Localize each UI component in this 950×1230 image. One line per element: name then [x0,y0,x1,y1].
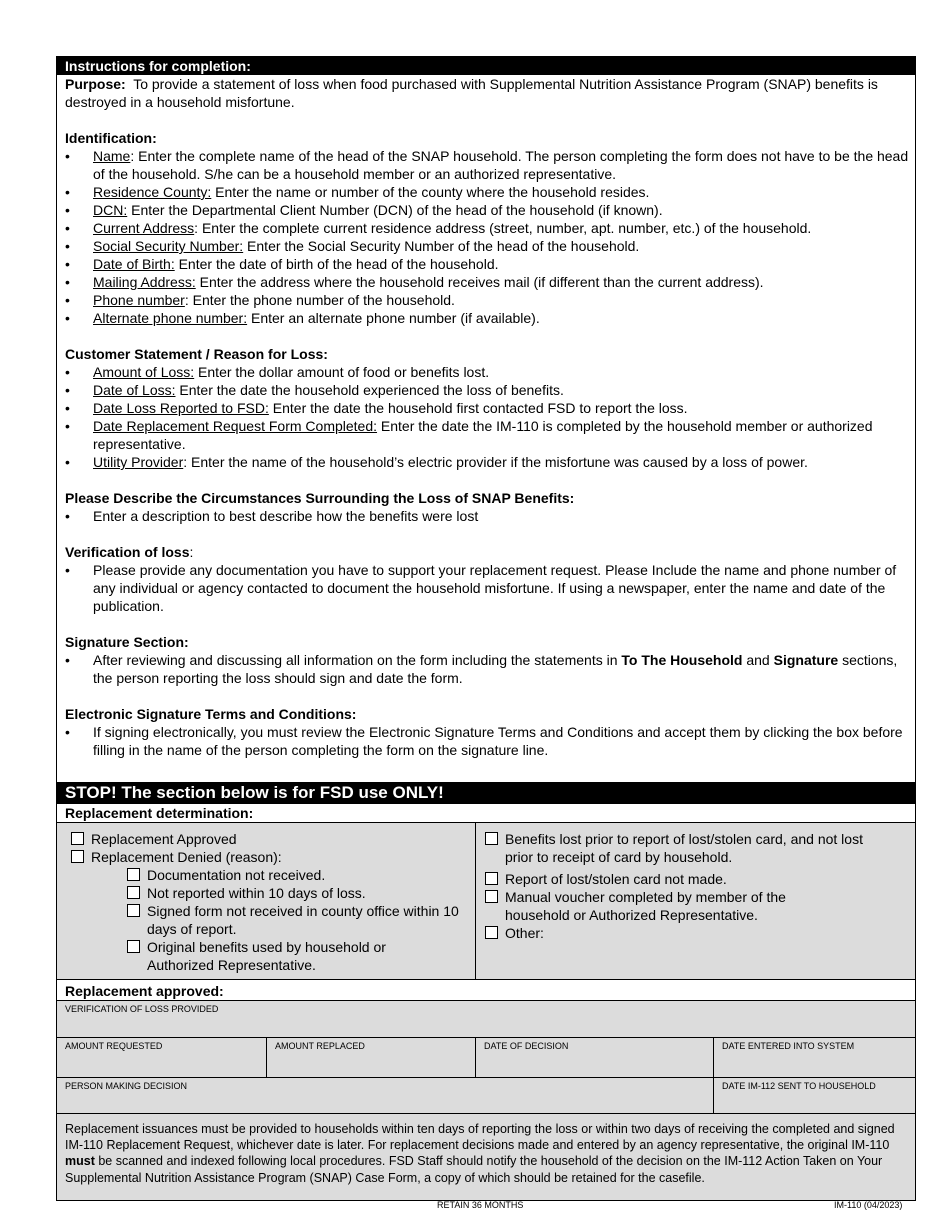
list-item [65,651,915,687]
bullet: • [65,508,70,524]
checkbox-label: Manual voucher completed by member of the household or Authorized Representative. [505,889,786,923]
field-amount-requested[interactable] [57,1038,266,1078]
item-text: Enter an alternate phone number (if available). [247,310,540,326]
item-text: Enter the date the IM-110 is completed by the household member or authorized representative. [93,418,873,452]
field-person-making-decision[interactable] [57,1078,713,1113]
checkbox-original-benefits-used[interactable] [127,938,427,974]
bullet: • [65,310,70,326]
item-sep: : [130,148,135,164]
item-label: Utility Provider [93,454,184,470]
bullet: • [65,724,70,740]
checkbox-box[interactable] [485,890,498,903]
identification-list [65,147,915,327]
row-decision [57,1077,915,1113]
checkbox-box[interactable] [71,832,84,845]
field-label: DATE OF DECISION [484,1041,569,1051]
field-date-im112-sent[interactable] [713,1078,915,1113]
bullet: • [65,274,70,290]
item-text: Enter the name of the household’s electric provider if the misfortune was caused by a loss of power. [187,454,808,470]
checkbox-box[interactable] [127,940,140,953]
bullet: • [65,220,70,236]
bullet: • [65,418,70,434]
item-text: Enter the phone number of the household. [188,292,455,308]
retain-note: RETAIN 36 MONTHS [437,1200,524,1210]
instructions-header: Instructions for completion: [57,57,915,75]
item-label: Current Address [93,220,195,236]
im110-form [56,56,916,1201]
item-text: Enter the date the household first contacted FSD to report the loss. [268,400,688,416]
checkbox-box[interactable] [127,868,140,881]
field-label: PERSON MAKING DECISION [65,1081,188,1091]
item-label: Name [93,148,131,164]
item-text: Enter a description to best describe how the benefits were lost [93,508,479,524]
list-item [65,723,915,759]
item-label: Alternate phone number: [93,310,248,326]
verification-list [65,561,915,615]
bullet: • [65,364,70,380]
bullet: • [65,202,70,218]
item-text: Enter the Social Security Number of the head of the household. [243,238,640,254]
signature-title: Signature Section: [65,634,189,650]
replacement-note [57,1113,915,1200]
list-item [65,183,915,201]
item-text: Enter the dollar amount of food or benefits lost. [194,364,490,380]
checkbox-label: Original benefits used by household or Authorized Representative. [147,939,386,973]
sig-post: sections, the person reporting the loss should sign and date the form. [93,652,898,686]
item-label: Amount of Loss: [93,364,195,380]
list-item [65,453,915,471]
circumstances-list [65,507,915,525]
checkbox-box[interactable] [485,926,498,939]
checkbox-benefits-lost-prior[interactable] [485,830,865,866]
form-id: IM-110 (04/2023) [834,1200,903,1210]
item-label: Date of Birth: [93,256,175,272]
verification-title: Verification of loss [65,544,190,560]
signature-list [65,651,915,687]
item-sep: : [183,454,188,470]
item-label: Residence County: [93,184,212,200]
list-item [65,381,915,399]
checkbox-report-not-made[interactable] [485,870,905,888]
list-item [65,219,915,237]
checkbox-label: Other: [505,925,544,941]
bullet: • [65,256,70,272]
list-item [65,237,915,255]
bullet: • [65,184,70,200]
checkbox-box[interactable] [71,850,84,863]
item-label: Date Loss Reported to FSD: [93,400,269,416]
checkbox-signed-form-not-received[interactable] [127,902,473,938]
verification-heading [65,543,915,561]
checkbox-label: Signed form not received in county office within 10 days of report. [147,903,459,937]
field-amount-replaced[interactable] [266,1038,475,1078]
verification-colon: : [189,544,194,560]
bullet: • [65,292,70,308]
instructions-body [57,75,915,759]
checkbox-label: Replacement Denied (reason): [91,849,282,865]
customer-statement-list [65,363,915,471]
esig-list [65,723,915,759]
checkbox-label: Not reported within 10 days of loss. [147,885,366,901]
purpose-label: Purpose: [65,76,126,92]
checkbox-label: Documentation not received. [147,867,326,883]
item-text: Enter the Departmental Client Number (DCN) of the head of the household (if known). [127,202,663,218]
row-amounts [57,1037,915,1078]
item-text: Enter the name or number of the county where the household resides. [211,184,650,200]
sig-bold-household: To The Household [621,652,743,668]
bullet: • [65,652,70,668]
bullet: • [65,400,70,416]
item-text: Enter the complete name of the head of the SNAP household. The person completing the form does not have to be the head of the household. S/he can be a household member or an authorized representative. [93,148,909,182]
item-text: Enter the date of birth of the head of the household. [174,256,499,272]
item-label: Phone number [93,292,185,308]
list-item [65,399,915,417]
checkbox-label: Report of lost/stolen card not made. [505,871,727,887]
bullet: • [65,382,70,398]
item-text: Enter the complete current residence address (street, number, apt. number, etc.) of the household. [198,220,812,236]
item-sep: : [194,220,199,236]
sig-pre: After reviewing and discussing all information on the form including the statements in [93,652,622,668]
row-verification [57,1000,915,1038]
checkbox-box[interactable] [127,904,140,917]
stop-header: STOP! The section below is for FSD use ONLY! [57,782,915,804]
list-item [65,507,915,525]
sig-mid: and [742,652,774,668]
sig-bold-signature: Signature [773,652,839,668]
purpose-text: To provide a statement of loss when food purchased with Supplemental Nutrition Assistance Program (SNAP) benefits is destroyed in a household misfortune. [65,76,878,110]
note-bold: must [65,1154,95,1169]
purpose-paragraph [65,75,915,111]
bullet: • [65,562,70,578]
list-item [65,363,915,381]
checkbox-not-reported-10-days[interactable] [127,884,473,902]
item-label: Social Security Number: [93,238,244,254]
item-text: Please provide any documentation you have to support your replacement request. Please Include the name and phone number of any individual or agency contacted to document the household misfortune. If using a newspaper, enter the name and date of the publication. [93,562,897,614]
esig-title: Electronic Signature Terms and Conditions: [65,706,357,722]
replacement-determination [57,822,915,980]
field-label: AMOUNT REPLACED [275,1041,365,1051]
column-divider [475,823,476,979]
checkbox-label: Benefits lost prior to report of lost/stolen card, and not lost prior to receipt of card by household. [505,831,863,865]
customer-statement-title: Customer Statement / Reason for Loss: [65,346,328,362]
item-label: DCN: [93,202,128,218]
field-label: AMOUNT REQUESTED [65,1041,163,1051]
field-date-entered[interactable] [713,1038,915,1078]
bullet: • [65,454,70,470]
list-item [65,273,915,291]
checkbox-box[interactable] [127,886,140,899]
field-verification-of-loss[interactable] [57,1001,915,1038]
list-item [65,561,915,615]
checkbox-box[interactable] [485,872,498,885]
item-text: If signing electronically, you must review the Electronic Signature Terms and Conditions and accept them by clicking the box before filling in the name of the person completing the form on the signature line. [93,724,903,758]
item-label: Date of Loss: [93,382,176,398]
list-item [65,291,915,309]
note-post: be scanned and indexed following local procedures. FSD Staff should notify the household of the decision on the IM-112 Action Taken on Your Supplemental Nutrition Assistance Program (SNAP) Case Form, a copy of which should be retained for the casefile. [65,1154,883,1185]
list-item [65,255,915,273]
note-pre: Replacement issuances must be provided to households within ten days of reporting the loss or within two days of receiving the completed and signed IM-110 Replacement Request, whichever date is later. For replacement decisions made and entered by an agency representative, the original IM-110 [65,1122,895,1153]
item-text: Enter the address where the household receives mail (if different than the current address). [195,274,764,290]
list-item [65,147,915,183]
bullet: • [65,148,70,164]
list-item [65,309,915,327]
field-label: DATE IM-112 SENT TO HOUSEHOLD [722,1081,876,1091]
list-item [65,201,915,219]
item-label: Mailing Address: [93,274,196,290]
checkbox-label: Replacement Approved [91,831,237,847]
checkbox-replacement-denied[interactable] [71,848,471,866]
checkbox-manual-voucher[interactable] [485,888,825,924]
item-text: Enter the date the household experienced the loss of benefits. [175,382,564,398]
list-item [65,417,915,453]
checkbox-documentation-not-received[interactable] [127,866,473,884]
checkbox-box[interactable] [485,832,498,845]
replacement-approved-title: Replacement approved: [57,982,915,1000]
circumstances-title: Please Describe the Circumstances Surrounding the Loss of SNAP Benefits: [65,490,575,506]
field-label: VERIFICATION OF LOSS PROVIDED [65,1004,219,1014]
item-sep: : [184,292,189,308]
checkbox-replacement-approved[interactable] [71,830,471,848]
checkbox-other[interactable] [485,924,905,942]
determination-title: Replacement determination: [57,804,915,822]
item-label: Date Replacement Request Form Completed: [93,418,378,434]
bullet: • [65,238,70,254]
identification-title: Identification: [65,130,157,146]
field-label: DATE ENTERED INTO SYSTEM [722,1041,855,1051]
field-date-of-decision[interactable] [475,1038,713,1078]
